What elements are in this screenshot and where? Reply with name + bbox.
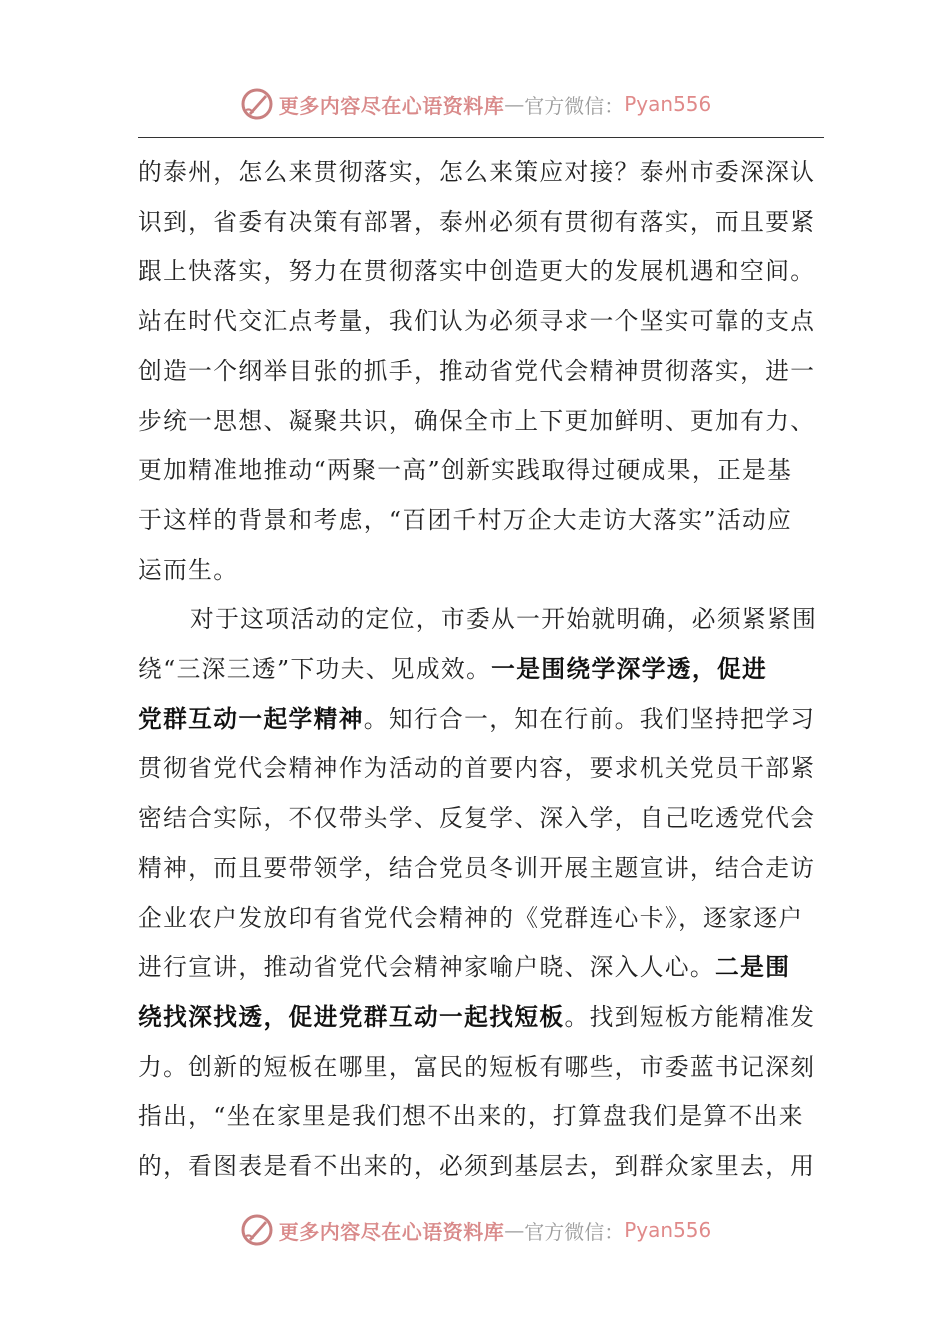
pen-quill-circle-icon — [239, 86, 275, 122]
header-banner — [0, 84, 950, 124]
text-run: 。找到短板方能精准发 — [564, 1002, 816, 1031]
paragraph-1 — [138, 148, 824, 595]
header-wechat-label: 官方微信： — [524, 93, 625, 118]
paragraph-2 — [138, 595, 824, 1191]
footer-banner — [0, 1210, 950, 1250]
text-run: 。知行合一，知在行前。我们坚持把学习 — [363, 704, 816, 733]
text-line: 企业农户发放印有省党代会精神的《党群连心卡》，逐家逐户 — [138, 903, 804, 932]
text-run: 进行宣讲，推动省党代会精神家喻户晓、深入人心。 — [138, 953, 716, 982]
bold-heading: 二是围 — [715, 953, 791, 982]
text-line: 运而生。 — [138, 555, 239, 584]
text-line: 的泰州，怎么来贯彻落实，怎么来策应对接？泰州市委深深认 — [138, 158, 816, 186]
footer-dash: — — [504, 1218, 525, 1242]
text-line: 贯彻省党代会精神作为活动的首要内容，要求机关党员干部紧 — [138, 754, 816, 783]
text-line: 力。创新的短板在哪里，富民的短板有哪些，市委蓝书记深刻 — [138, 1052, 816, 1081]
pen-quill-circle-icon — [239, 1212, 275, 1248]
text-line: 的，看图表是看不出来的，必须到基层去，到群众家里去，用 — [138, 1152, 816, 1181]
text-line: 步统一思想、凝聚共识，确保全市上下更加鲜明、更加有力、 — [138, 406, 816, 435]
footer-wechat-id: Pyan556 — [624, 1218, 712, 1242]
header-divider — [138, 137, 824, 138]
header-wechat-id: Pyan556 — [624, 92, 712, 116]
text-line — [138, 993, 824, 1043]
text-line: 密结合实际，不仅带头学、反复学、深入学，自己吃透党代会 — [138, 804, 816, 833]
text-line: 跟上快落实，努力在贯彻落实中创造更大的发展机遇和空间。 — [138, 257, 816, 286]
text-line — [138, 695, 824, 745]
text-line: 创造一个纲举目张的抓手，推动省党代会精神贯彻落实，进一 — [138, 356, 816, 385]
text-line: 精神，而且要带领学，结合党员冬训开展主题宣讲，结合走访 — [138, 853, 816, 882]
text-line — [138, 943, 824, 993]
text-line: 对于这项活动的定位，市委从一开始就明确，必须紧紧围 — [190, 605, 818, 634]
footer-wechat-label: 官方微信： — [524, 1219, 625, 1244]
header-dash: — — [504, 92, 525, 116]
text-run: 绕“三深三透”下功夫、见成效。 — [138, 655, 492, 684]
footer-brand: 更多内容尽在心语资料库 — [278, 1219, 505, 1244]
bold-heading: 一是围绕学深学透，促进 — [491, 655, 768, 684]
text-line: 识到，省委有决策有部署，泰州必须有贯彻有落实，而且要紧 — [138, 207, 816, 236]
text-line: 更加精准地推动“两聚一高”创新实践取得过硬成果，正是基 — [138, 456, 793, 485]
bold-heading: 党群互动一起学精神 — [138, 704, 364, 733]
text-line — [138, 645, 824, 695]
text-line: 指出，“坐在家里是我们想不出来的，打算盘我们是算不出来 — [138, 1102, 804, 1131]
text-line: 于这样的背景和考虑，“百团千村万企大走访大落实”活动应 — [138, 505, 793, 534]
document-body — [138, 148, 824, 1192]
text-line: 站在时代交汇点考量，我们认为必须寻求一个坚实可靠的支点 — [138, 307, 816, 336]
header-brand: 更多内容尽在心语资料库 — [278, 93, 505, 118]
bold-heading: 绕找深找透，促进党群互动一起找短板 — [138, 1002, 565, 1031]
